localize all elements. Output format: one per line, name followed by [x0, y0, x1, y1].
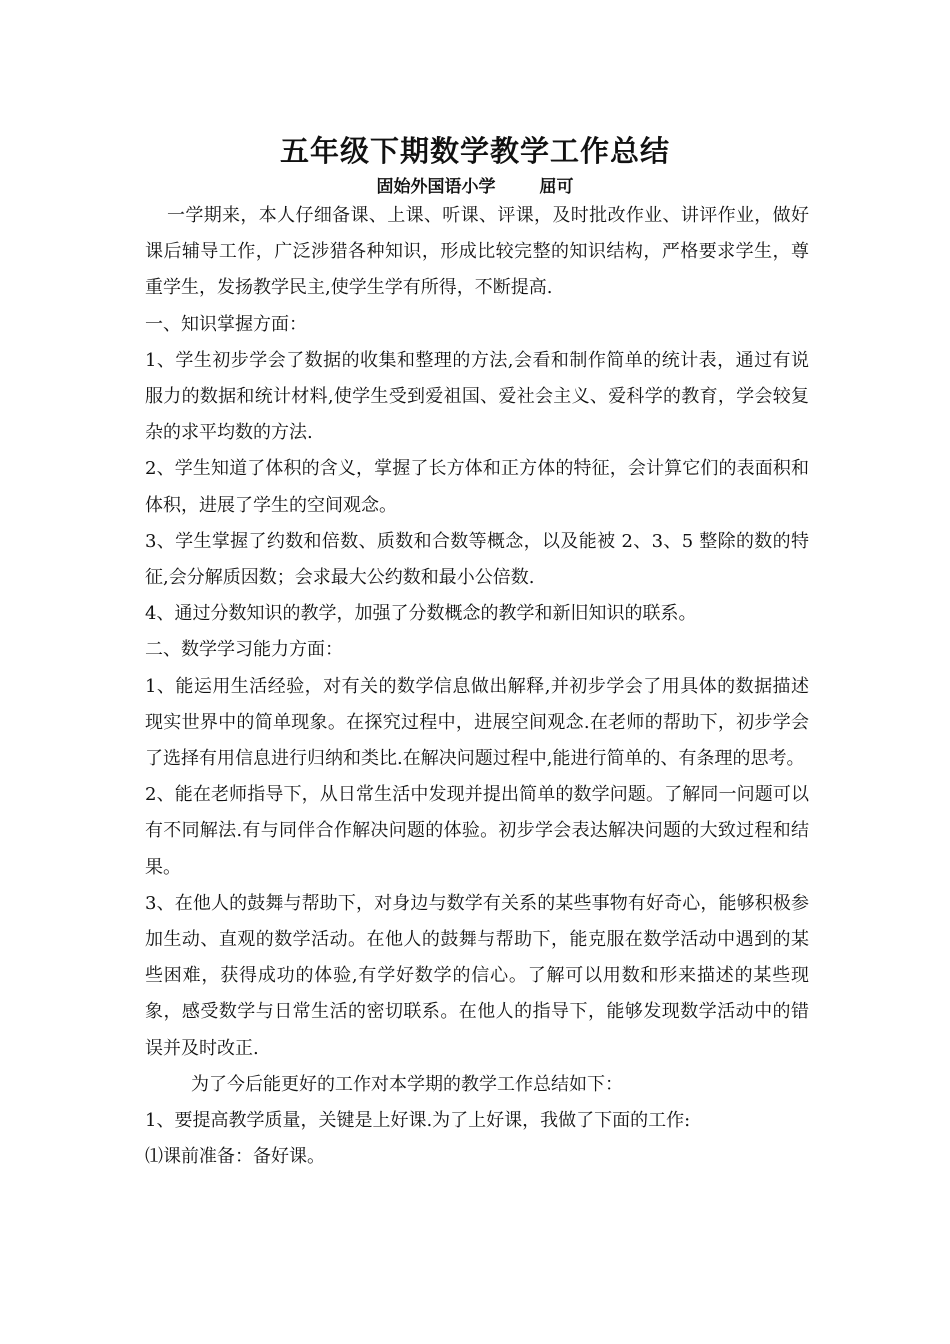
section-heading-knowledge: 一、知识掌握方面： — [145, 313, 307, 335]
section-heading-ability: 二、数学学习能力方面： — [145, 639, 343, 661]
knowledge-item-1: 1、学生初步学会了数据的收集和整理的方法,会看和制作简单的统计表，通过有说服力的数据和统计材料,使学生受到爱祖国、爱社会主义、爱科学的教育，学会较复杂的求平均数的方法. — [145, 349, 809, 444]
author-line — [0, 176, 950, 198]
work-item-1: 1、要提高教学质量，关键是上好课.为了上好课，我做了下面的工作: — [145, 1110, 691, 1132]
ability-item-1: 1、能运用生活经验，对有关的数学信息做出解释,并初步学会了用具体的数据描述现实世界中的简单现象。在探究过程中，进展空间观念.在老师的帮助下，初步学会了选择有用信息进行归纳和类比.在解决问题过程中,能进行简单的、有条理的思考。 — [145, 675, 809, 770]
summary-intro: 为了今后能更好的工作对本学期的教学工作总结如下： — [191, 1073, 623, 1095]
work-subitem-1: ⑴课前准备：备好课。 — [145, 1146, 325, 1168]
author-name: 屈可 — [539, 177, 574, 197]
author-school: 固始外国语小学 — [376, 177, 496, 197]
knowledge-item-3: 3、学生掌握了约数和倍数、质数和合数等概念，以及能被 2、3、5 整除的数的特征,会分解质因数；会求最大公约数和最小公倍数. — [145, 530, 809, 589]
document-title: 五年级下期数学教学工作总结 — [279, 134, 670, 168]
knowledge-item-2: 2、学生知道了体积的含义，掌握了长方体和正方体的特征，会计算它们的表面积和体积，进展了学生的空间观念。 — [145, 458, 809, 516]
knowledge-item-4: 4、通过分数知识的教学，加强了分数概念的教学和新旧知识的联系。 — [145, 603, 697, 625]
ability-item-2: 2、能在老师指导下，从日常生活中发现并提出简单的数学问题。了解同一问题可以有不同解法.有与同伴合作解决问题的体验。初步学会表达解决问题的大致过程和结果。 — [145, 784, 809, 878]
ability-item-3: 3、在他人的鼓舞与帮助下，对身边与数学有关系的某些事物有好奇心，能够积极参加生动、直观的数学活动。在他人的鼓舞与帮助下，能克服在数学活动中遇到的某些困难，获得成功的体验,有学好数学的信心。了解可以用数和形来描述的某些现象，感受数学与日常生活的密切联系。在他人的指导下，能够发现数学活动中的错误并及时改正. — [145, 892, 809, 1059]
document-body — [145, 198, 809, 1175]
intro-paragraph: 一学期来，本人仔细备课、上课、听课、评课，及时批改作业、讲评作业，做好课后辅导工作，广泛涉猎各种知识，形成比较完整的知识结构，严格要求学生，尊重学生，发扬教学民主,使学生学有所得，不断提高. — [145, 205, 809, 299]
